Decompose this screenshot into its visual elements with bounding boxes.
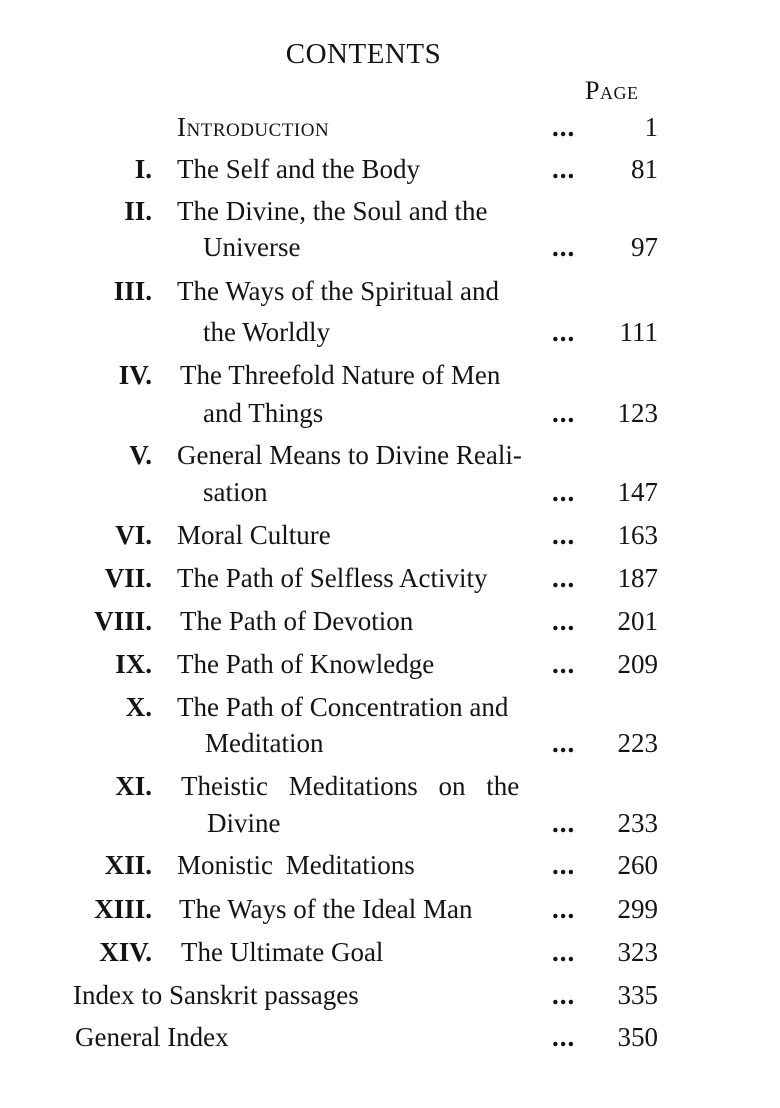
- toc-entry-chapter-5-cont[interactable]: [0, 475, 780, 509]
- page-number: 187: [617, 563, 658, 593]
- entry-title-continued: Meditation: [205, 728, 324, 758]
- page-number: 123: [617, 398, 658, 428]
- toc-entry-chapter-3[interactable]: [0, 274, 780, 308]
- entry-title: The Path of Devotion: [180, 606, 414, 636]
- entry-title: The Divine, the Soul and the: [177, 196, 488, 226]
- page-number: 323: [617, 937, 658, 967]
- leader-dots: ...: [552, 850, 576, 880]
- toc-entry-chapter-7[interactable]: [0, 561, 780, 595]
- toc-entry-chapter-14[interactable]: [0, 935, 780, 969]
- entry-title-continued: Universe: [203, 232, 301, 262]
- toc-entry-chapter-11[interactable]: [0, 769, 780, 803]
- leader-dots: ...: [552, 649, 576, 679]
- page-number: 1: [644, 112, 658, 142]
- chapter-number: II.: [124, 196, 152, 226]
- toc-entry-chapter-12[interactable]: [0, 848, 780, 882]
- toc-entry-chapter-2[interactable]: [0, 194, 780, 228]
- chapter-number: III.: [113, 276, 152, 306]
- leader-dots: ...: [552, 154, 576, 184]
- entry-title: The Ways of the Spiritual and: [177, 276, 500, 306]
- entry-title: The Path of Knowledge: [177, 649, 435, 679]
- entry-title: The Ways of the Ideal Man: [179, 894, 473, 924]
- entry-title-continued: and Things: [203, 398, 324, 428]
- leader-dots: ...: [552, 728, 576, 758]
- toc-entry-chapter-4-cont[interactable]: [0, 396, 780, 430]
- leader-dots: ...: [552, 606, 576, 636]
- chapter-number: IV.: [118, 360, 152, 390]
- leader-dots: ...: [552, 232, 576, 262]
- entry-title: Introduction: [177, 112, 330, 142]
- leader-dots: ...: [552, 477, 576, 507]
- chapter-number: VII.: [104, 563, 152, 593]
- toc-entry-chapter-1[interactable]: [0, 152, 780, 186]
- page-column-label: Page: [585, 76, 639, 105]
- toc-entry-chapter-13[interactable]: [0, 892, 780, 926]
- page-number: 299: [617, 894, 658, 924]
- entry-title: General Index: [75, 1022, 229, 1052]
- chapter-number: XIV.: [99, 937, 152, 967]
- entry-title-continued: the Worldly: [203, 317, 331, 347]
- toc-entry-chapter-6[interactable]: [0, 518, 780, 552]
- page-number: 97: [631, 232, 658, 262]
- entry-title: The Ultimate Goal: [181, 937, 384, 967]
- page-number: 147: [617, 477, 658, 507]
- chapter-number: IX.: [115, 649, 152, 679]
- leader-dots: ...: [552, 317, 576, 347]
- entry-title-continued: Divine: [207, 808, 281, 838]
- entry-title: Index to Sanskrit passages: [73, 980, 359, 1010]
- toc-entry-chapter-9[interactable]: [0, 647, 780, 681]
- chapter-number: XIII.: [94, 894, 152, 924]
- leader-dots: ...: [552, 980, 576, 1010]
- toc-entry-chapter-2-cont[interactable]: [0, 230, 780, 264]
- page-number: 111: [619, 317, 658, 347]
- chapter-number: VI.: [115, 520, 152, 550]
- toc-entry-chapter-10[interactable]: [0, 690, 780, 724]
- page-number: 201: [617, 606, 658, 636]
- toc-entry-chapter-4[interactable]: [0, 358, 780, 392]
- page-number: 260: [617, 850, 658, 880]
- chapter-number: I.: [134, 154, 152, 184]
- entry-title: Theistic Meditations on the: [181, 771, 520, 801]
- page-number: 163: [617, 520, 658, 550]
- page-number: 209: [617, 649, 658, 679]
- entry-title: The Threefold Nature of Men: [180, 360, 501, 390]
- chapter-number: XI.: [115, 771, 152, 801]
- leader-dots: ...: [552, 398, 576, 428]
- page-number: 233: [617, 808, 658, 838]
- leader-dots: ...: [552, 894, 576, 924]
- entry-title-continued: sation: [203, 477, 268, 507]
- toc-entry-sanskrit-index[interactable]: [0, 978, 780, 1012]
- chapter-number: V.: [129, 440, 152, 470]
- leader-dots: ...: [552, 808, 576, 838]
- chapter-number: XII.: [104, 850, 152, 880]
- entry-title: The Self and the Body: [177, 154, 420, 184]
- entry-title: The Path of Concentration and: [177, 692, 509, 722]
- leader-dots: ...: [552, 563, 576, 593]
- chapter-number: X.: [125, 692, 152, 722]
- page-number: 350: [617, 1022, 658, 1052]
- toc-entry-chapter-3-cont[interactable]: [0, 315, 780, 349]
- leader-dots: ...: [552, 112, 576, 142]
- page-title: CONTENTS: [285, 38, 442, 70]
- toc-entry-chapter-11-cont[interactable]: [0, 806, 780, 840]
- entry-title: Moral Culture: [177, 520, 331, 550]
- toc-entry-introduction[interactable]: [0, 110, 780, 144]
- page-number: 223: [617, 728, 658, 758]
- entry-title: General Means to Divine Reali-: [177, 440, 522, 470]
- toc-entry-chapter-5[interactable]: [0, 438, 780, 472]
- entry-title: The Path of Selfless Activity: [177, 563, 488, 593]
- leader-dots: ...: [552, 520, 576, 550]
- toc-entry-chapter-8[interactable]: [0, 604, 780, 638]
- toc-entry-general-index[interactable]: [0, 1020, 780, 1054]
- leader-dots: ...: [552, 937, 576, 967]
- page-number: 335: [617, 980, 658, 1010]
- entry-title: Monistic Meditations: [177, 850, 415, 880]
- leader-dots: ...: [552, 1022, 576, 1052]
- chapter-number: VIII.: [94, 606, 152, 636]
- page-number: 81: [631, 154, 658, 184]
- toc-entry-chapter-10-cont[interactable]: [0, 726, 780, 760]
